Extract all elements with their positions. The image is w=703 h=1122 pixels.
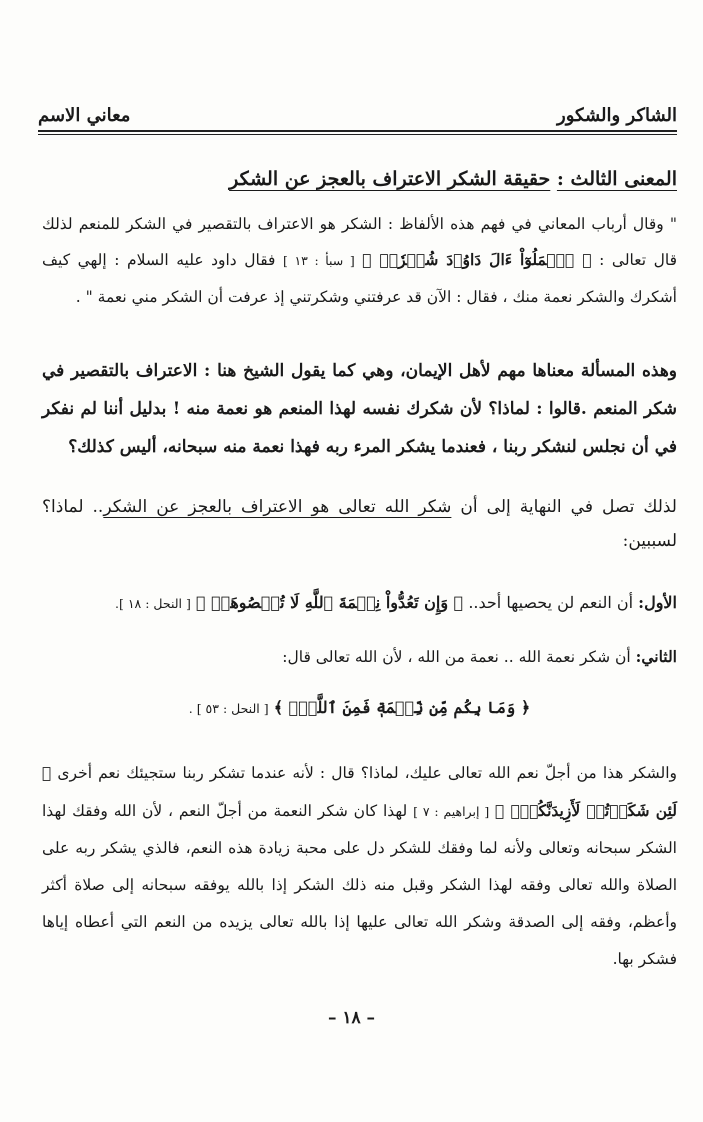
page-number: – ١٨ – (327, 1008, 376, 1028)
quran-verse-nahl-53: ﴿ وَمَا بِكُم مِّن نِّعۡمَةٖ فَمِنَ ٱللَّهِۖ ﴾ (273, 698, 531, 717)
heading-prefix: المعنى الثالث : (556, 168, 677, 190)
paragraph-4 (42, 754, 677, 978)
header-chapter-title: الشاكر والشكور (557, 105, 677, 126)
paragraph-4-before: والشكر هذا من أجلّ نعم الله تعالى عليك، لماذا؟ قال : لأنه عندما تشكر ربنا ستجيئك نعم أخرى (57, 764, 677, 782)
quran-verse-nahl-18: ﴿ وَإِن تَعُدُّواْ نِعۡمَةَ ٱللَّهِ لَا تُحۡصُوهَآۗ ﴾ (195, 593, 464, 612)
reason-2-text: أن شكر نعمة الله .. نعمة من الله ، لأن الله تعالى قال: (282, 648, 631, 666)
centered-verse (42, 698, 677, 717)
paragraph-4-after: لهذا كان شكر النعمة من أجلّ النعم ، لأن الله وفقك لهذا الشكر سبحانه وتعالى ولأنه لما وفقك للشكر دل على محبة زيادة هذه النعم، فالذي يشكر ربه على الصلاة والله تعالى وفقه لهذا الشكر وقبل منه ذلك الشكر إذا بالله يوفقه سبحانه إلى صلاة أكثر وأعظم، وفقه إلى الصدقة وشكر الله تعالى عليها إذا بالله تعالى يزيده من النعم التي أعطاه إياها فشكر بها. (42, 802, 677, 968)
paragraph-3-underlined: شكر الله تعالى هو الاعتراف بالعجز عن الشكر (103, 497, 452, 517)
verse-reference-ibrahim: [ إبراهيم : ٧ ] (413, 804, 490, 819)
paragraph-3-after: .. لماذا؟ لسببين: (42, 497, 677, 551)
reason-2-label: الثاني: (635, 647, 677, 666)
reason-2 (42, 640, 677, 674)
verse-reference-nahl-18: [ النحل : ١٨ ]. (115, 596, 191, 611)
quote-paragraph (42, 206, 677, 315)
quran-verse-saba: ﴿ ٱعۡمَلُوٓاْ ءَالَ دَاوُۥدَ شُكۡرٗاۚ ﴾ (362, 250, 592, 269)
paragraph-3-before: لذلك تصل في النهاية إلى أن (460, 497, 677, 517)
verse-reference-saba: [ سبأ : ١٣ ] (282, 253, 355, 268)
header-section-title: معاني الاسم (38, 105, 131, 126)
quote-intro: " وقال أرباب المعاني في فهم هذه الألفاظ : الشكر هو الاعتراف بالتقصير في الشكر للمنعم لذلك قال تعالى : (42, 215, 677, 269)
section-heading (42, 168, 677, 190)
paragraph-3 (42, 490, 677, 558)
verse-reference-nahl-53: [ النحل : ٥٣ ] . (188, 701, 269, 716)
reason-1 (42, 586, 677, 621)
quran-verse-ibrahim: ﴿ لَئِن شَكَرۡتُمۡ لَأَزِيدَنَّكُمۡۖ ﴾ (42, 763, 677, 820)
running-header (38, 100, 677, 126)
reason-1-text: أن النعم لن يحصيها أحد.. (468, 593, 634, 612)
heading-text: حقيقة الشكر الاعتراف بالعجز عن الشكر (229, 168, 551, 190)
quote-rest: فقال داود عليه السلام : إلهي كيف أشكرك والشكر نعمة منك ، فقال : الآن قد عرفتني وشكرتني إذ عرفت أن الشكر مني نعمة " . (42, 251, 677, 306)
reason-1-label: الأول: (638, 593, 677, 612)
header-rule (38, 130, 677, 135)
paragraph-2: وهذه المسألة معناها مهم لأهل الإيمان، وهي كما يقول الشيخ هنا : الاعتراف بالتقصير في شكر المنعم .قالوا : لماذا؟ لأن شكرك نفسه لهذا المنعم هو نعمة منه ! بدليل أننا لم نفكر في أن نجلس لنشكر ربنا ، فعندما يشكر المرء ربه فهذا نعمة منه سبحانه، أليس كذلك؟ (42, 361, 677, 457)
